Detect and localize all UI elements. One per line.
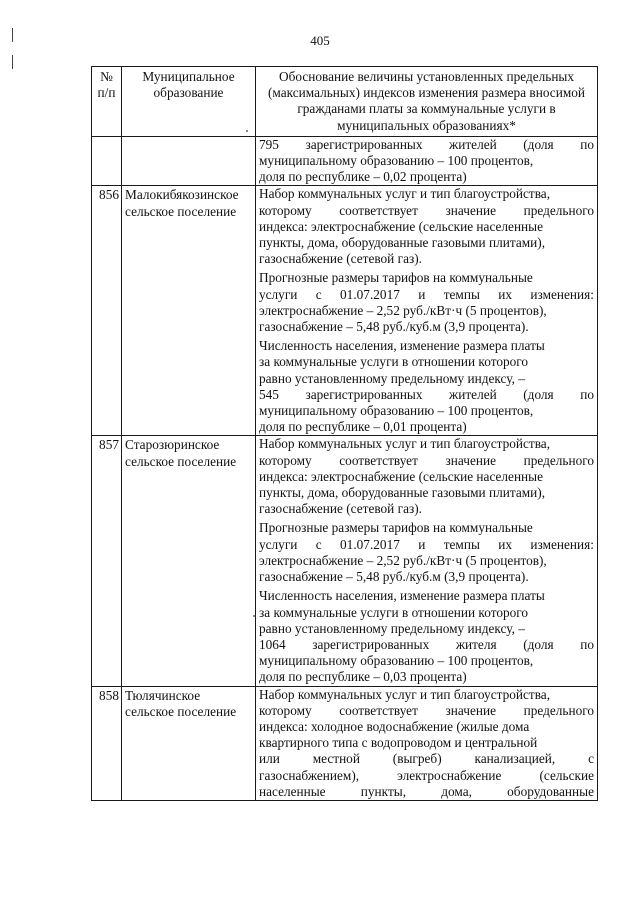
- text-word: 545: [259, 386, 279, 402]
- row-number: 856: [92, 186, 122, 436]
- text-word: предельного: [523, 702, 594, 718]
- justification-cell: [256, 436, 598, 686]
- scan-edge-mark: [12, 55, 13, 69]
- text-word: предельного: [523, 202, 594, 218]
- table-row: [92, 186, 598, 436]
- row-number: 858: [92, 686, 122, 800]
- text-word: местной: [312, 751, 360, 767]
- text-line: доля по республике – 0,02 процента): [259, 169, 467, 185]
- text-word: значение: [445, 202, 496, 218]
- text-word: (доля: [523, 136, 554, 152]
- text-word: 795: [259, 136, 279, 152]
- text-line: пункты, дома, оборудованные газовыми плитами),: [259, 485, 546, 501]
- text-word: населенные: [259, 783, 326, 799]
- text-word: предельного: [523, 452, 594, 468]
- municipality-name: Тюлячинское сельское поселение: [122, 686, 256, 800]
- text-line: равно установленному предельному индексу, –: [259, 370, 525, 386]
- header-justification: Обоснование величины установленных предельных (максимальных) индексов изменения размера вносимой гражданами платы за коммунальные услуги в муниципальных образованиях*: [256, 67, 598, 137]
- text-line: Прогнозные размеры тарифов на коммунальные: [259, 520, 533, 536]
- text-word: их: [498, 536, 513, 552]
- text-word: жителей: [449, 386, 497, 402]
- text-word: зарегистрированных: [305, 136, 423, 152]
- justified-text-line: [259, 203, 594, 219]
- row-number: 857: [92, 436, 122, 686]
- justification-cell: [256, 186, 598, 436]
- municipality-name: Старозюринское сельское поселение: [122, 436, 256, 686]
- text-word: по: [580, 386, 594, 402]
- text-word: газоснабжением),: [259, 767, 360, 783]
- text-word: которому: [259, 452, 312, 468]
- text-word: и: [418, 536, 426, 552]
- text-word: соответствует: [339, 452, 418, 468]
- text-word: услуги: [259, 536, 298, 552]
- tariff-index-table: [91, 66, 598, 801]
- text-line: Численность населения, изменение размера платы: [259, 338, 545, 354]
- table-row: [92, 436, 598, 686]
- text-line: муниципальному образованию – 100 процентов,: [259, 653, 534, 669]
- text-word: или: [259, 751, 280, 767]
- scan-edge-mark: [12, 28, 13, 42]
- text-word: 01.07.2017: [340, 536, 400, 552]
- text-word: зарегистрированных: [312, 636, 430, 652]
- text-line: муниципальному образованию – 100 процентов,: [259, 403, 534, 419]
- text-word: жителей: [449, 136, 497, 152]
- justified-text-line: [259, 751, 594, 767]
- text-word: зарегистрированных: [305, 386, 423, 402]
- text-word: темпы: [443, 536, 480, 552]
- justification-paragraph: [259, 687, 594, 800]
- municipality-name: Малокибякозинское сельское поселение: [122, 186, 256, 436]
- text-word: пункты,: [360, 783, 407, 799]
- justification-paragraph: [259, 186, 594, 267]
- header-num: № п/п: [92, 67, 122, 137]
- text-word: изменения:: [530, 286, 594, 302]
- text-word: дома,: [441, 783, 472, 799]
- text-line: равно установленному предельному индексу, –: [259, 620, 525, 636]
- justification-paragraph: [259, 137, 594, 186]
- header-municipality: Муниципальное образование: [122, 67, 256, 137]
- text-word: с: [588, 751, 594, 767]
- text-word: по: [580, 636, 594, 652]
- text-word: изменения:: [530, 536, 594, 552]
- municipality-name: [122, 136, 256, 186]
- text-word: значение: [445, 452, 496, 468]
- text-word: оборудованные: [507, 783, 594, 799]
- table-row: [92, 686, 598, 800]
- justification-paragraph: [259, 588, 594, 685]
- text-word: услуги: [259, 286, 298, 302]
- text-line: Набор коммунальных услуг и тип благоустройства,: [259, 436, 551, 452]
- text-word: темпы: [443, 286, 480, 302]
- justification-paragraph: [259, 520, 594, 585]
- text-word: (доля: [523, 636, 554, 652]
- text-word: жителя: [455, 636, 497, 652]
- table-header-row: [92, 67, 598, 137]
- text-word: 01.07.2017: [340, 286, 400, 302]
- text-word: (сельские: [539, 767, 594, 783]
- text-word: и: [418, 286, 426, 302]
- text-line: газоснабжение – 5,48 руб./куб.м (3,9 процента).: [259, 569, 529, 585]
- text-line: за коммунальные услуги в отношении которого: [259, 604, 529, 620]
- justified-text-line: [259, 768, 594, 784]
- text-word: с: [315, 536, 322, 552]
- text-word: канализацией,: [474, 751, 556, 767]
- text-line: за коммунальные услуги в отношении которого: [259, 354, 529, 370]
- text-word: 1064: [259, 636, 286, 652]
- text-word: соответствует: [339, 202, 418, 218]
- justified-text-line: [259, 703, 594, 719]
- justification-cell: [256, 136, 598, 186]
- justification-paragraph: [259, 338, 594, 435]
- text-line: электроснабжение – 2,52 руб./кВт·ч (5 процентов),: [259, 302, 547, 318]
- text-line: Набор коммунальных услуг и тип благоустройства,: [259, 186, 551, 202]
- text-line: квартирного типа с водопроводом и центральной: [259, 735, 538, 751]
- text-word: (доля: [523, 386, 554, 402]
- row-number: [92, 136, 122, 186]
- justified-text-line: [259, 387, 594, 403]
- text-line: электроснабжение – 2,52 руб./кВт·ч (5 процентов),: [259, 552, 547, 568]
- text-line: Прогнозные размеры тарифов на коммунальные: [259, 270, 533, 286]
- justified-text-line: [259, 137, 594, 153]
- text-word: по: [580, 136, 594, 152]
- text-word: соответствует: [339, 702, 418, 718]
- text-line: Набор коммунальных услуг и тип благоустройства,: [259, 686, 551, 702]
- text-word: которому: [259, 202, 312, 218]
- text-word: с: [315, 286, 322, 302]
- text-line: индекса: холодное водоснабжение (жилые дома: [259, 718, 530, 734]
- justification-paragraph: [259, 270, 594, 335]
- text-line: индекса: электроснабжение (сельские населенные: [259, 218, 544, 234]
- justified-text-line: [259, 453, 594, 469]
- table-body: [92, 136, 598, 800]
- justification-paragraph: [259, 436, 594, 517]
- text-line: Численность населения, изменение размера платы: [259, 588, 545, 604]
- text-line: муниципальному образованию – 100 процентов,: [259, 153, 534, 169]
- justification-cell: [256, 686, 598, 800]
- text-word: которому: [259, 702, 312, 718]
- justified-text-line: [259, 637, 594, 653]
- text-line: газоснабжение (сетевой газ).: [259, 501, 422, 517]
- text-line: индекса: электроснабжение (сельские населенные: [259, 468, 544, 484]
- justified-text-line: [259, 537, 594, 553]
- table-row: [92, 136, 598, 186]
- text-line: доля по республике – 0,01 процента): [259, 419, 467, 435]
- text-word: их: [498, 286, 513, 302]
- text-line: газоснабжение (сетевой газ).: [259, 251, 422, 267]
- text-word: (выгреб): [392, 751, 442, 767]
- text-word: значение: [445, 702, 496, 718]
- text-line: доля по республике – 0,03 процента): [259, 669, 467, 685]
- page-number: 405: [310, 33, 330, 48]
- text-line: газоснабжение – 5,48 руб./куб.м (3,9 процента).: [259, 319, 529, 335]
- justified-text-line: [259, 287, 594, 303]
- text-line: пункты, дома, оборудованные газовыми плитами),: [259, 235, 546, 251]
- justified-text-line: [259, 784, 594, 800]
- text-word: электроснабжение: [397, 767, 502, 783]
